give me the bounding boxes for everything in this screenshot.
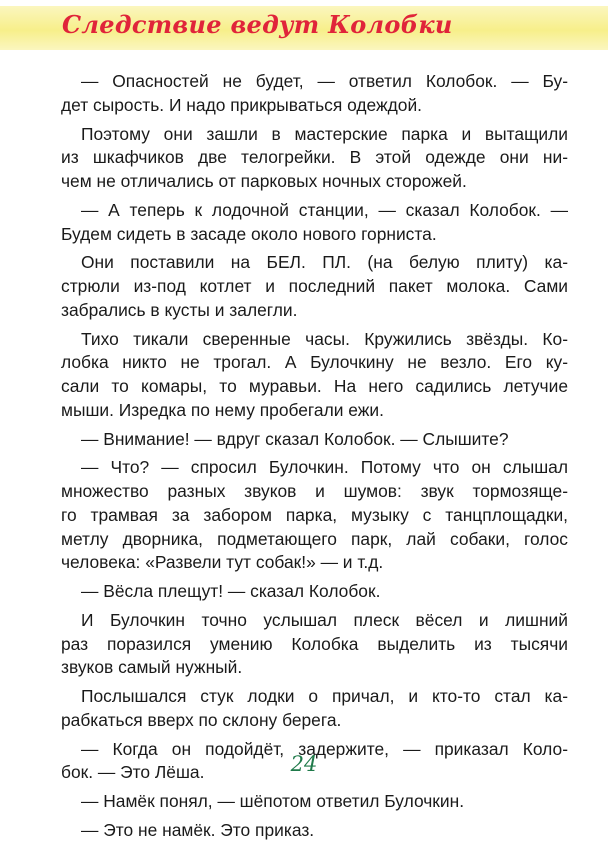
text-line: го трамвая за забором парка, музыку с танцплощадки, [61, 504, 568, 525]
paragraph [61, 70, 568, 118]
text-line: лобка никто не трогал. А Булочкину не везло. Его ку- [61, 352, 568, 373]
text-line: — Это не намёк. Это приказ. [81, 819, 315, 840]
text-line: — Опасностей не будет, — ответил Колобок. — Бу- [81, 71, 568, 91]
paragraph [61, 328, 568, 423]
paragraph [61, 199, 568, 247]
text-line: дет сырость. И надо прикрываться одеждой. [61, 94, 423, 115]
page-number: 24 [290, 752, 318, 776]
text-line: бок. — Это Лёша. [61, 762, 205, 783]
text-line: Поэтому они зашли в мастерские парка и вытащили [81, 123, 568, 144]
text-line: чем не отличались от парковых ночных сторожей. [61, 171, 467, 191]
text-line: — Вёсла плещут! — сказал Колобок. [81, 581, 381, 601]
paragraph [61, 790, 568, 814]
text-line: рабкаться вверх по склону берега. [61, 709, 342, 730]
text-line: Тихо тикали сверенные часы. Кружились звёзды. Ко- [81, 328, 568, 349]
text-line: Послышался стук лодки о причал, и кто-то стал ка- [81, 686, 568, 706]
page-header [0, 0, 608, 72]
paragraph [61, 251, 568, 322]
text-line: человека: «Развели тут собак!» — и т.д. [61, 552, 384, 573]
body-text [61, 70, 568, 843]
paragraph [61, 580, 568, 604]
running-title: Следствие ведут Колобки [62, 10, 453, 39]
text-line: — Внимание! — вдруг сказал Колобок. — Слышите? [81, 428, 509, 449]
text-line: — Намёк понял, — шёпотом ответил Булочкин. [81, 791, 465, 811]
text-line: Они поставили на БЕЛ. ПЛ. (на белую плиту) ка- [81, 252, 568, 273]
text-line: мыши. Изредка по нему пробегали ежи. [61, 399, 384, 420]
text-line: забрались в кусты и залегли. [61, 299, 298, 320]
text-line: И Булочкин точно услышал плеск вёсел и лишний [81, 609, 568, 630]
paragraph [61, 456, 568, 575]
paragraph [61, 609, 568, 680]
paragraph [61, 685, 568, 733]
text-line: множество разных звуков и шумов: звук тормозяще- [61, 481, 568, 501]
text-line: — А теперь к лодочной станции, — сказал Колобок. — [81, 199, 568, 220]
text-line: сали то комары, то муравьи. На него садились летучие [61, 376, 568, 396]
text-line: звуков самый нужный. [61, 657, 243, 678]
text-line: — Когда он подойдёт, задержите, — приказал Коло- [81, 738, 568, 759]
text-line: стрюли из-под котлет и последний пакет молока. Сами [61, 276, 568, 296]
text-line: Будем сидеть в засаде около нового горниста. [61, 223, 437, 244]
paragraph [61, 428, 568, 452]
text-line: — Что? — спросил Булочкин. Потому что он слышал [81, 457, 568, 478]
text-line: раз поразился умению Колобка выделить из тысячи [61, 633, 568, 654]
text-line: из шкафчиков две телогрейки. В этой одежде они ни- [61, 147, 568, 168]
paragraph [61, 123, 568, 194]
paragraph [61, 819, 568, 843]
text-line: метлу дворника, подметающего парк, лай собаки, голос [61, 528, 568, 549]
